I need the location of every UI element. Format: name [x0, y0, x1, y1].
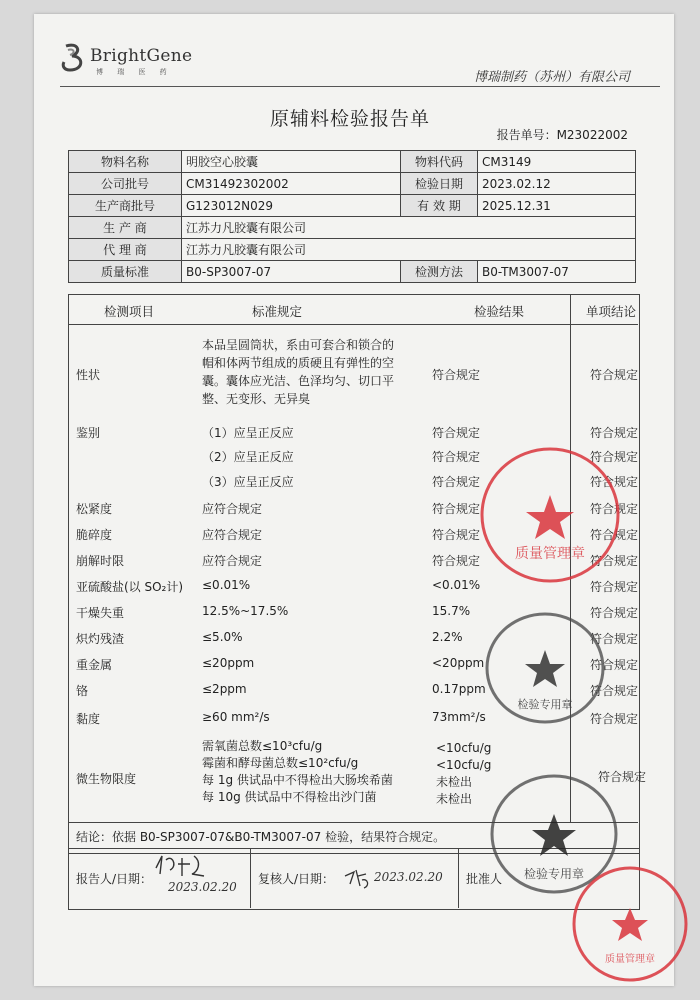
row-conclusion: 符合规定 — [590, 528, 639, 542]
row-item: 炽灼残渣 — [76, 632, 125, 646]
report-number: 报告单号：M23022002 — [496, 128, 628, 142]
label-method: 检测方法 — [401, 261, 478, 283]
row-result: 15.7% — [432, 604, 471, 618]
header-standard: 标准规定 — [252, 304, 303, 319]
company-name: 博瑞制药（苏州）有限公司 — [473, 70, 630, 85]
row-standard: （1）应呈正反应 — [202, 426, 294, 440]
row-result: 符合规定 — [432, 475, 481, 489]
reporter-label: 报告人/日期： — [76, 872, 153, 886]
row-conclusion: 符合规定 — [590, 368, 639, 382]
row-conclusion: 符合规定 — [590, 502, 639, 516]
value-agent: 江苏力凡胶囊有限公司 — [182, 239, 636, 261]
row-standard: 本品呈圆筒状，系由可套合和锁合的 帽和体两节组成的质硬且有弹性的空 囊。囊体应光洁、色泽均匀、切口平 整、无变形、无异臭 — [202, 338, 395, 406]
svg-text:检验专用章: 检验专用章 — [517, 698, 573, 711]
header-conclusion: 单项结论 — [586, 304, 637, 319]
row-standard: ≤20ppm — [202, 656, 255, 670]
row-standard: ≤2ppm — [202, 682, 247, 696]
row-item: 松紧度 — [76, 502, 113, 516]
row-item: 亚硫酸盐(以 SO₂计) — [76, 580, 184, 594]
row-result: 符合规定 — [432, 528, 481, 542]
row-item: 性状 — [76, 368, 101, 382]
value-method: B0-TM3007-07 — [478, 261, 636, 283]
label-test-date: 检验日期 — [401, 173, 478, 195]
row-standard: 应符合规定 — [202, 502, 263, 516]
label-expiry: 有 效 期 — [401, 195, 478, 217]
logo-subtext: 博 瑞 医 药 — [96, 68, 173, 76]
info-table — [68, 150, 636, 283]
row-standard: 应符合规定 — [202, 554, 263, 568]
value-quality-std: B0-SP3007-07 — [182, 261, 401, 283]
svg-text:质量管理章: 质量管理章 — [515, 546, 585, 562]
label-mfr-batch: 生产商批号 — [69, 195, 182, 217]
row-conclusion: 符合规定 — [598, 770, 647, 784]
row-item: 重金属 — [76, 658, 113, 672]
page-title: 原辅料检验报告单 — [269, 108, 430, 130]
row-conclusion: 符合规定 — [590, 450, 639, 464]
label-company-batch: 公司批号 — [69, 173, 182, 195]
reviewer-date: 2023.02.20 — [374, 870, 443, 884]
reporter-signature — [148, 852, 248, 902]
header-item: 检测项目 — [104, 304, 155, 319]
inspection-stamp — [480, 608, 610, 728]
header-result: 检验结果 — [474, 304, 525, 319]
label-agent: 代 理 商 — [69, 239, 182, 261]
value-test-date: 2023.02.12 — [478, 173, 636, 195]
row-result: 符合规定 — [432, 502, 481, 516]
header-divider — [60, 86, 660, 87]
row-standard: ≥60 mm²/s — [202, 710, 270, 724]
label-quality-std: 质量标准 — [69, 261, 182, 283]
row-standard: （3）应呈正反应 — [202, 475, 294, 489]
row-result: 2.2% — [432, 630, 463, 644]
row-standard: （2）应呈正反应 — [202, 450, 294, 464]
signature-divider — [458, 848, 459, 908]
conclusion-text: 结论：依据 B0-SP3007-07&B0-TM3007-07 检验，结果符合规定。 — [76, 830, 446, 844]
logo-text: BrightGene — [90, 46, 193, 66]
row-result: <10cfu/g <10cfu/g 未检出 未检出 — [436, 741, 492, 806]
row-result: <20ppm — [432, 656, 485, 670]
row-item: 铬 — [76, 684, 89, 698]
row-item: 鉴别 — [76, 426, 101, 440]
row-standard: ≤0.01% — [202, 578, 251, 592]
row-conclusion: 符合规定 — [590, 658, 639, 672]
row-standard: 需氧菌总数≤10³cfu/g 霉菌和酵母菌总数≤10²cfu/g 每 1g 供试品中不得检出大肠埃希菌 每 10g 供试品中不得检出沙门菌 — [202, 739, 393, 804]
row-result: 符合规定 — [432, 368, 481, 382]
row-result: 符合规定 — [432, 426, 481, 440]
supplier-stamp-red — [568, 862, 698, 992]
row-result: 符合规定 — [432, 554, 481, 568]
signature-divider — [250, 848, 251, 908]
row-result: 73mm²/s — [432, 710, 486, 724]
reviewer-label: 复核人/日期： — [258, 872, 335, 886]
row-result: 符合规定 — [432, 450, 481, 464]
row-conclusion: 符合规定 — [590, 426, 639, 440]
header-row-divider — [68, 324, 638, 325]
row-conclusion: 符合规定 — [590, 580, 639, 594]
approver-label: 批准人 — [466, 872, 503, 886]
row-result: <0.01% — [432, 578, 481, 592]
row-conclusion: 符合规定 — [590, 475, 639, 489]
row-item: 黏度 — [76, 712, 101, 726]
row-item: 脆碎度 — [76, 528, 113, 542]
row-conclusion: 符合规定 — [590, 606, 639, 620]
row-conclusion: 符合规定 — [590, 554, 639, 568]
row-conclusion: 符合规定 — [590, 632, 639, 646]
row-conclusion: 符合规定 — [590, 712, 639, 726]
value-material-code: CM3149 — [478, 151, 636, 173]
label-material-code: 物料代码 — [401, 151, 478, 173]
row-standard: 应符合规定 — [202, 528, 263, 542]
logo-mark-icon — [60, 42, 88, 74]
row-standard: ≤5.0% — [202, 630, 243, 644]
row-standard: 12.5%~17.5% — [202, 604, 289, 618]
value-manufacturer: 江苏力凡胶囊有限公司 — [182, 217, 636, 239]
row-item: 崩解时限 — [76, 554, 125, 568]
svg-text:检验专用章: 检验专用章 — [523, 867, 585, 881]
reviewer-signature — [342, 866, 372, 890]
row-item: 微生物限度 — [76, 772, 137, 786]
reporter-date: 2023.02.20 — [168, 880, 237, 894]
label-material-name: 物料名称 — [69, 151, 182, 173]
row-conclusion: 符合规定 — [590, 684, 639, 698]
svg-text:质量管理章: 质量管理章 — [605, 954, 655, 965]
label-manufacturer: 生 产 商 — [69, 217, 182, 239]
value-company-batch: CM31492302002 — [182, 173, 401, 195]
value-mfr-batch: G123012N029 — [182, 195, 401, 217]
brightgene-logo — [60, 40, 220, 80]
row-result: 0.17ppm — [432, 682, 486, 696]
row-item: 干燥失重 — [76, 606, 125, 620]
quality-stamp-red — [470, 440, 630, 590]
value-material-name: 明胶空心胶囊 — [182, 151, 401, 173]
value-expiry: 2025.12.31 — [478, 195, 636, 217]
